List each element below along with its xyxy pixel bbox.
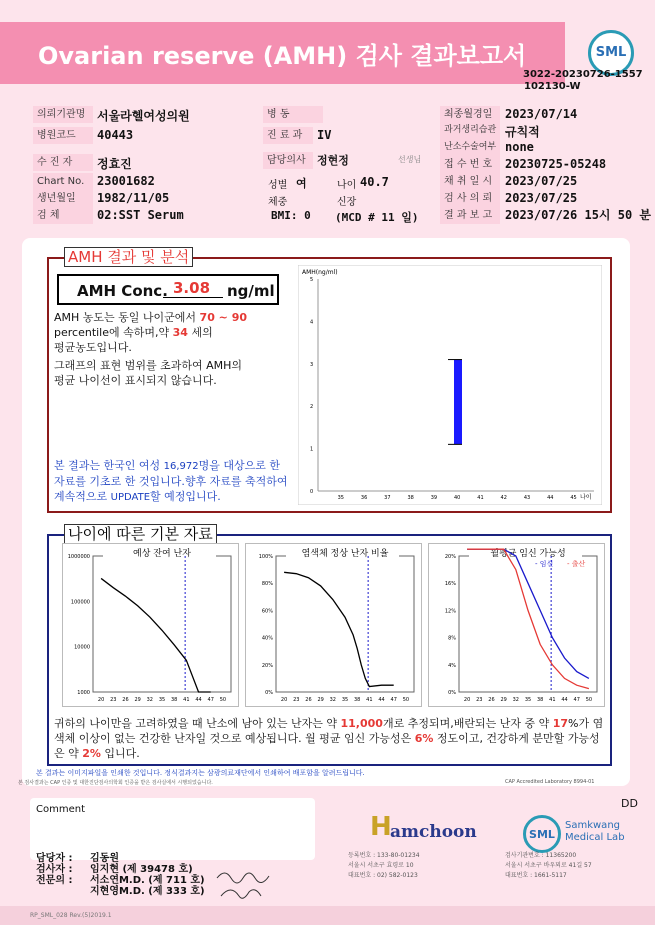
hospital-label: 의뢰기관명 [33,106,93,123]
print-notice: 본 결과는 이미지파일을 인쇄한 것입니다. 정식결과지는 삼광의료재단에서 인쇄하여 배포함을 알려드립니다. [36,769,365,777]
normal-ratio-value: 17 [552,717,569,730]
amh-p1a: AMH 농도는 동일 나이군에서 [54,311,200,324]
doc-no-line1: 3022-20230726-1557 [523,69,643,80]
amh-x-tick: 36 [360,495,368,501]
birth-label: 생년월일 [33,190,93,207]
age-label: 나이 [337,180,357,191]
amh-update: UPDATE [110,492,151,503]
mini-y-tick: 0% [448,690,456,696]
addr1a: 등록번호 : 133-80-01234 [348,852,420,859]
mini-series-line-출산 [467,549,589,688]
amh-x-tick: 45 [570,495,577,501]
samkwang-name-1: Samkwang [565,820,620,831]
amh-y-tick: 0 [310,489,314,495]
height-label: 신장 [337,197,357,208]
amh-chart [298,265,602,505]
samkwang-name [565,820,625,844]
amh-analysis-3 [54,458,294,505]
mini-y-tick: 60% [261,608,273,615]
mini-x-tick: 50 [402,697,410,703]
amh-section-title [64,247,193,267]
s1a: 귀하의 나이만을 고려하였을 때 난소에 남아 있는 난자는 약 [54,717,341,730]
samkwang-address [505,851,592,881]
amh-x-tick: 35 [337,495,345,501]
report-title: Ovarian reserve (AMH) 검사 결과보고서 [38,42,527,70]
request-value: 2023/07/25 [505,191,578,205]
mini-y-tick: 40% [261,635,273,642]
legend-birth: - 출산 [567,560,586,568]
mini-x-tick: 50 [585,697,593,703]
mini-y-tick: 80% [261,581,273,588]
amh-conc-label: AMH Conc. [77,282,168,300]
dept-label: 진 료 과 [263,127,313,144]
sig3-label: 전문의 : [36,875,73,886]
amh-conc-underline [163,297,223,298]
mini-x-tick: 47 [573,697,580,703]
mini-y-tick: 20% [444,554,456,560]
mini-series-line-임신 [467,549,589,678]
ward-label: 병 동 [263,106,323,123]
bmi [271,209,311,222]
cap-accreditation: CAP Accredited Laboratory 8994-01 [505,779,595,785]
sig1-label: 담당자 : [36,853,73,864]
bmi-value: 0 [304,209,311,222]
sig2-value: 임지현 (제 39478 호) [90,864,193,875]
ovx-value: none [505,140,534,154]
patient-label: 수 진 자 [33,154,93,171]
signatures [36,853,205,897]
remaining-eggs-chart [62,543,239,707]
birth-value: 1982/11/05 [97,191,170,205]
mini-y-tick: 12% [444,608,456,615]
basic-title-text: 나이에 따른 기본 자료 [68,525,213,543]
mini-x-tick: 32 [329,697,337,703]
code-value: 40443 [97,128,134,142]
sig4-value: 지현영M.D. (제 333 호) [90,886,205,897]
mini-x-tick: 32 [146,697,154,703]
amh-p3e: 할 예정입니다. [150,490,221,503]
amh-x-tick: 39 [430,495,438,501]
mini-x-tick: 41 [183,697,190,703]
lmp-label: 최종월경일 [440,106,500,123]
amh-sample-count: 16,972 [163,461,199,472]
bmi-label: BMI: [271,209,298,222]
amh-y-tick: 1 [310,446,314,453]
mini-x-tick: 47 [390,697,397,703]
amh-y-tick: 4 [310,319,314,326]
mini-x-tick: 23 [293,697,300,703]
birth-value: 2% [82,747,101,760]
mini-x-tick: 35 [158,697,166,703]
sig2-label: 검사자 : [36,864,73,875]
sig1-value: 김동원 [90,853,119,864]
basic-section-title [64,524,217,544]
dd-mark: DD [621,797,638,810]
collect-label: 채 취 일 시 [440,173,500,190]
mini-y-tick: 1000 [77,690,90,696]
pregnancy-chance-chart [428,543,605,707]
amh-p1f: 평균농도입니다. [54,341,132,354]
lmp-value: 2023/07/14 [505,107,578,121]
physician-label: 담당의사 [263,152,313,169]
amh-p1c: percentile에 속하며,약 [54,326,173,339]
mini-x-tick: 38 [353,697,361,703]
mini-plot-frame [276,556,414,692]
report-date-value: 2023/07/26 15시 50 분 [505,208,652,222]
mini-x-tick: 44 [195,697,202,703]
physician-value: 정현정 [317,154,349,167]
amh-y-tick: 5 [310,277,314,283]
request-label: 검 사 의 뢰 [440,190,500,207]
weight-label: 체중 [268,197,288,208]
physician-suffix: 선생님 [398,155,422,164]
receipt-label: 접 수 번 호 [440,156,500,173]
mini-series-line [284,572,394,686]
mini-y-tick: 10000 [74,644,90,651]
amh-x-tick: 38 [407,495,414,501]
document-number [523,69,653,93]
mini-title: 예상 잔여 난자 [133,549,191,559]
hospital-value: 서울라헬여성의원 [97,109,190,123]
patient-value: 정효진 [97,157,132,171]
amh-y-tick: 3 [310,361,314,368]
mini-y-tick: 100% [258,554,273,560]
sig3-value: 서소연M.D. (제 711 호) [90,875,205,886]
receipt-value: 20230725-05248 [505,157,607,171]
amh-p1e: 세의 [187,326,213,339]
comment-box [30,798,315,860]
mini-y-tick: 8% [448,635,456,642]
samkwang-logo: SML [523,815,561,853]
amh-equiv-age: 34 [172,326,188,339]
code-label: 병원코드 [33,127,93,144]
hamchoon-address [348,851,420,881]
amh-analysis-1 [54,310,294,355]
comment-label: Comment [36,804,85,815]
mini-y-tick: 16% [444,581,456,588]
amh-x-tick: 37 [384,495,391,501]
addr2c: 대표번호 : 1661-5117 [505,872,567,879]
cycle-label: 과거생리습관 [440,122,500,139]
mini-y-tick: 1000000 [67,554,90,560]
mini-x-tick: 47 [207,697,214,703]
mini-y-tick: 0% [265,690,273,696]
mini-plot-frame [93,556,231,692]
specimen-value: 02:SST Serum [97,208,184,222]
amh-x-tick: 43 [523,495,531,501]
basic-summary [54,716,604,761]
amh-p3a: 본 결과는 한국인 여성 [54,459,164,472]
amh-p3c: 명을 대상으로 한 자료를 기초로 한 것입니다.향후 자료를 축적하여 계속적으로 [54,459,288,503]
s1i: 입니다. [100,747,140,760]
sex-label: 성별 [268,180,288,191]
addr2a: 검사기관번호 : 11365200 [505,852,577,859]
mini-x-tick: 32 [512,697,520,703]
amh-y-tick: 2 [310,404,314,411]
cap-fine-print: 본 검사결과는 CAP 인증 및 대한진단검사의학회 인증을 받은 검사실에서 시행되었습니다. [18,780,213,786]
sex-value: 여 [296,177,307,190]
mini-title: 월평균 임신 가능성 [490,549,566,559]
mini-x-tick: 26 [488,697,495,703]
mcd-value: (MCD # 11 일) [335,211,419,224]
mini-series-line [101,578,211,692]
mini-title: 염색체 정상 난자 비율 [301,549,389,559]
mini-x-tick: 41 [366,697,373,703]
mini-x-tick: 23 [110,697,117,703]
form-number: RP_SML_028 Rev.(5)2019.1 [30,912,112,919]
chart-label: Chart No. [33,173,93,190]
amh-analysis-2: 그래프의 표현 범위를 초과하여 AMH의 평균 나이선이 표시되지 않습니다. [54,359,243,387]
mini-x-tick: 20 [97,697,105,703]
mini-x-tick: 35 [341,697,349,703]
mini-x-tick: 20 [463,697,471,703]
amh-range-bar [454,360,462,445]
mini-x-tick: 50 [219,697,227,703]
samkwang-name-2: Medical Lab [565,832,625,843]
amh-x-label: 나이 [580,494,592,501]
mini-x-tick: 29 [500,697,507,703]
mini-x-tick: 29 [317,697,324,703]
amh-title-text: AMH 결과 및 분석 [68,248,190,266]
amh-x-tick: 40 [454,495,461,501]
mini-y-tick: 20% [261,662,273,669]
mini-x-tick: 23 [476,697,483,703]
amh-chart-frame [298,265,602,505]
addr1b: 서울시 서초구 효령로 10 [348,862,414,869]
amh-x-tick: 44 [547,495,554,501]
amh-conc-value: 3.08 [173,279,211,297]
pregnancy-value: 6% [414,732,434,745]
handwritten-signatures [215,866,275,904]
mini-x-tick: 38 [170,697,178,703]
mini-x-tick: 41 [549,697,556,703]
mini-x-tick: 38 [536,697,544,703]
sml-logo: SML [588,30,634,76]
doc-no-line2: 102130-W [524,81,581,92]
ovx-label: 난소수술여부 [440,139,500,156]
cycle-value: 규칙적 [505,125,540,139]
addr1c: 대표번호 : 02) 582-0123 [348,872,418,879]
mini-x-tick: 44 [378,697,385,703]
collect-value: 2023/07/25 [505,174,578,188]
remaining-eggs-value: 11,000 [340,717,383,730]
age-value: 40.7 [360,175,389,189]
amh-y-label: AMH(ng/ml) [302,269,338,276]
amh-percentile: 70 ~ 90 [199,311,248,324]
s1g: 정도이고, 건강하게 분만할 가능성은 약 [54,732,600,760]
s1e: %가 염색체 이상이 없는 건강한 난자일 것으로 예상됩니다. 월 평균 임신 가능성은 [54,717,604,745]
mini-y-tick: 100000 [70,599,90,606]
amh-conc-unit: ng/ml [227,282,275,300]
mini-x-tick: 44 [561,697,568,703]
addr2b: 서울시 서초구 바우뫼로 41길 57 [505,862,592,869]
report-date-label: 결 과 보 고 [440,207,500,224]
hamchoon-logo-text: amchoon [390,822,477,842]
mini-x-tick: 35 [524,697,532,703]
amh-x-tick: 41 [477,495,484,501]
mini-y-tick: 4% [448,662,456,669]
s1c: 개로 추정되며,배란되는 난자 중 약 [382,717,553,730]
chart-value: 23001682 [97,174,155,188]
dept-value: IV [317,128,332,142]
amh-x-tick: 42 [500,495,507,501]
mini-x-tick: 29 [134,697,141,703]
specimen-label: 검 체 [33,207,93,224]
mini-x-tick: 20 [280,697,288,703]
hamchoon-logo-h: H [370,812,392,842]
mini-x-tick: 26 [305,697,312,703]
legend-pregnancy: - 임신 [535,560,554,568]
normal-egg-ratio-chart [245,543,422,707]
amh-conc-box [57,274,279,305]
mini-x-tick: 26 [122,697,129,703]
